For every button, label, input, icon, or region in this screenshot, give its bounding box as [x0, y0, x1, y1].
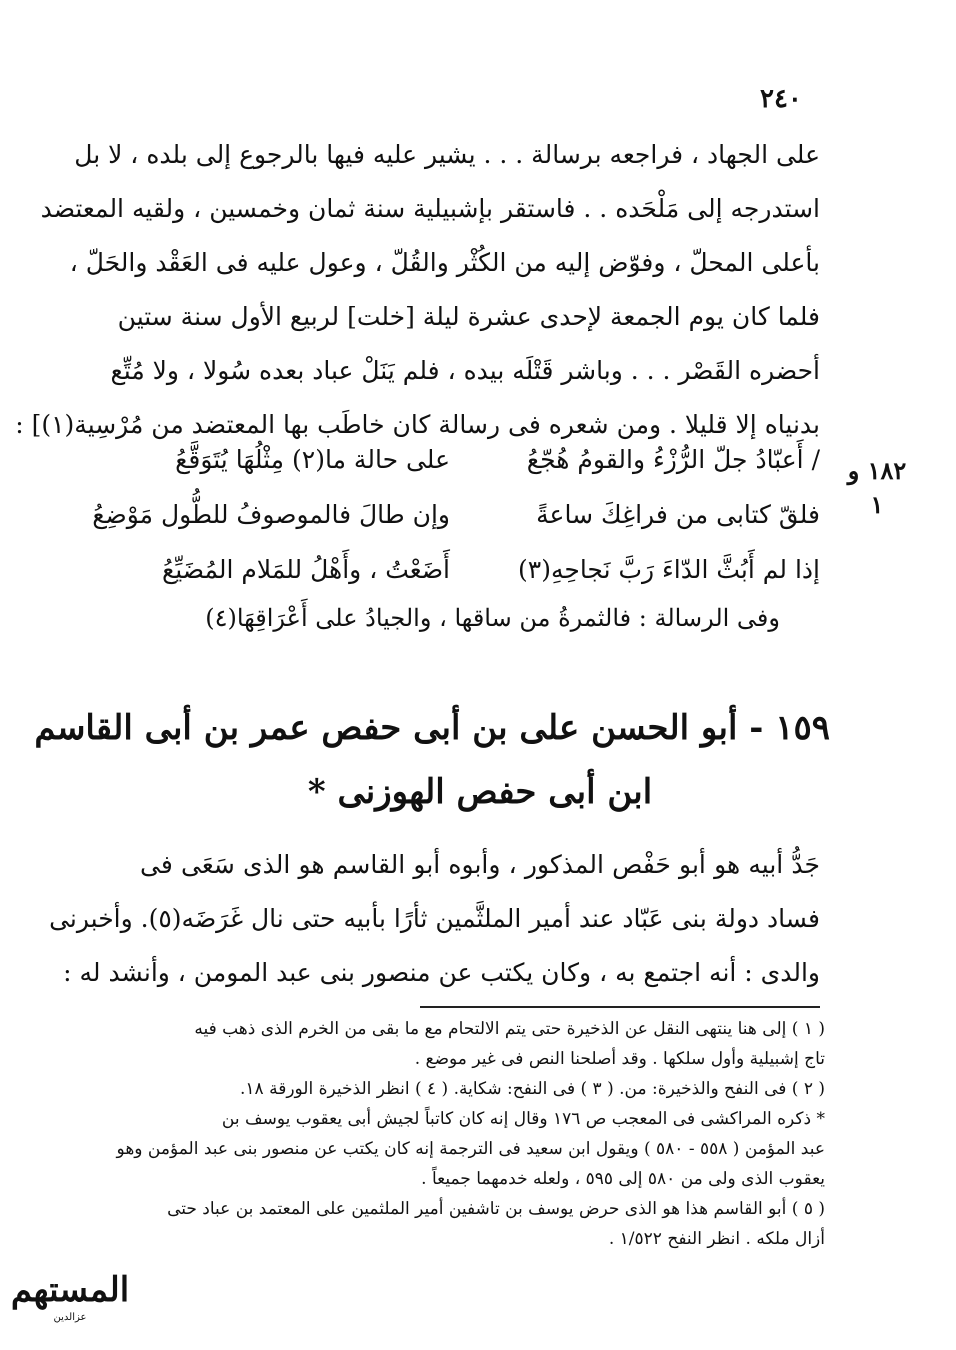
entry-heading-line-1: ١٥٩ - أبو الحسن على بن أبى حفص عمر بن أبى القاسم [34, 708, 830, 748]
footnote-line: أزال ملكه . انظر النفح ١/٥٢٢ . [608, 1229, 825, 1249]
text-line: استدرجه إلى مَلْحَده . . فاستقر بإشبيلية سنة ثمان وخمسين ، ولقيه المعتضد [40, 194, 820, 223]
footnote-line: * ذكره المراكشى فى المعجب ص ١٧٦ وقال إنه كان كاتباً لجيش أبى يعقوب يوسف بن [221, 1109, 825, 1129]
footnote-line: يعقوب الذى ولى من ٥٨٠ إلى ٥٩٥ ، ولعله خدمهما جميعاً . [421, 1169, 825, 1189]
verse-line [92, 487, 820, 542]
text-line: بدنياه إلا قليلا . ومن شعره فى رسالة كان خاطَب بها المعتضد من مُرْسِية(١)] : [15, 410, 820, 439]
verse-first-hemistich: / أَعبّادُ جلّ الرُّزْءُ والقومُ هُجّعُ [526, 445, 820, 474]
poem-verses [92, 432, 820, 597]
folio-number: ١٨٢ و [847, 456, 907, 485]
verse-second-hemistich: وإن طالَ فالموصوفُ للطُّول مَوْضِعُ [92, 500, 450, 529]
footnote-line: تاج إشبيلية وأول سلكها . وقد أصلحنا النص فى غير موضع . [414, 1049, 825, 1069]
folio-line: ١ [870, 490, 884, 519]
text-line: على الجهاد ، فراجعه برسالة . . . يشير عليه فيها بالرجوع إلى بلده ، لا بل [74, 140, 820, 169]
stamp-main-text: المستهم [10, 1270, 130, 1310]
verse-line [120, 542, 820, 597]
text-line: أحضره القَصْر . . . وباشر قَتْلَه بيده ، فلم يَنَلْ عباد بعده سُولا ، ولا مُتِّع [110, 356, 820, 385]
text-line: فساد دولة بنى عَبّاد عند أمير الملثَّمين ثأرًا بأبيه حتى نال غَرَضَه(٥). وأخبرنى [49, 904, 820, 933]
letter-quote: وفى الرسالة : فالثمرةُ من ساقها ، والجيادُ على أَعْرَاقِهَا(٤) [205, 604, 780, 632]
verse-first-hemistich: إذا لم أَبُثَّ الدّاءَ رَبَّ نَجاحِهِ(٣) [518, 555, 820, 584]
text-line: بأعلى المحلّ ، وفوّض إليه من الكُثْر والقُلّ ، وعول عليه فى العَقْد والحَلّ ، [69, 248, 820, 277]
verse-line [120, 432, 820, 487]
text-line: والدى : أنه اجتمع به ، وكان يكتب عن منصور بنى عبد المومن ، وأنشد له : [63, 958, 820, 987]
margin-folio-note [842, 454, 912, 522]
page-number: ٢٤٠ [760, 84, 802, 114]
text-line: جَدُّ أبيه هو أبو حَفْص المذكور ، وأبوه أبو القاسم هو الذى سَعَى فى [140, 850, 820, 879]
footnote-line: عبد المؤمن ( ٥٥٨ - ٥٨٠ ) ويقول ابن سعيد فى الترجمة إنه كان يكتب عن منصور بنى عبد المؤمن وهو [116, 1139, 825, 1159]
footnote-line: ( ٥ ) أبو القاسم هذا هو الذى حرض يوسف بن تاشفين أمير الملثمين على المعتمد بن عباد حتى [167, 1199, 825, 1219]
footnote-line: ( ٢ ) فى النفح والذخيرة: من. ( ٣ ) فى النفح: شكاية. ( ٤ ) انظر الذخيرة الورقة ١٨. [240, 1079, 825, 1099]
verse-second-hemistich: على حالة ما(٢) مِثْلُهَا يُتَوَقَّعُ [175, 445, 450, 474]
footnote-line: ( ١ ) إلى هنا ينتهى النقل عن الذخيرة حتى يتم الالتحام مع ما بقى من الخرم الذى ذهب فيه [194, 1019, 825, 1039]
entry-heading-line-2: ابن أبى حفص الهوزنى * [307, 772, 653, 812]
footnote-divider [420, 1006, 820, 1008]
library-stamp-logo [10, 1268, 130, 1328]
footnotes [116, 1014, 825, 1254]
bio-paragraph [49, 838, 820, 1000]
verse-first-hemistich: فلقّ كتابى من فراغِكَ ساعةً [536, 500, 820, 529]
intro-paragraph [15, 128, 820, 452]
stamp-sub-text: عزالدين [53, 1312, 87, 1323]
text-line: فلما كان يوم الجمعة لإحدى عشرة ليلة [خلت] لربيع الأول سنة ستين [117, 302, 820, 331]
verse-second-hemistich: أَضَعْتُ ، وأَهْلُ للمَلام المُضَيِّعُ [161, 555, 450, 584]
